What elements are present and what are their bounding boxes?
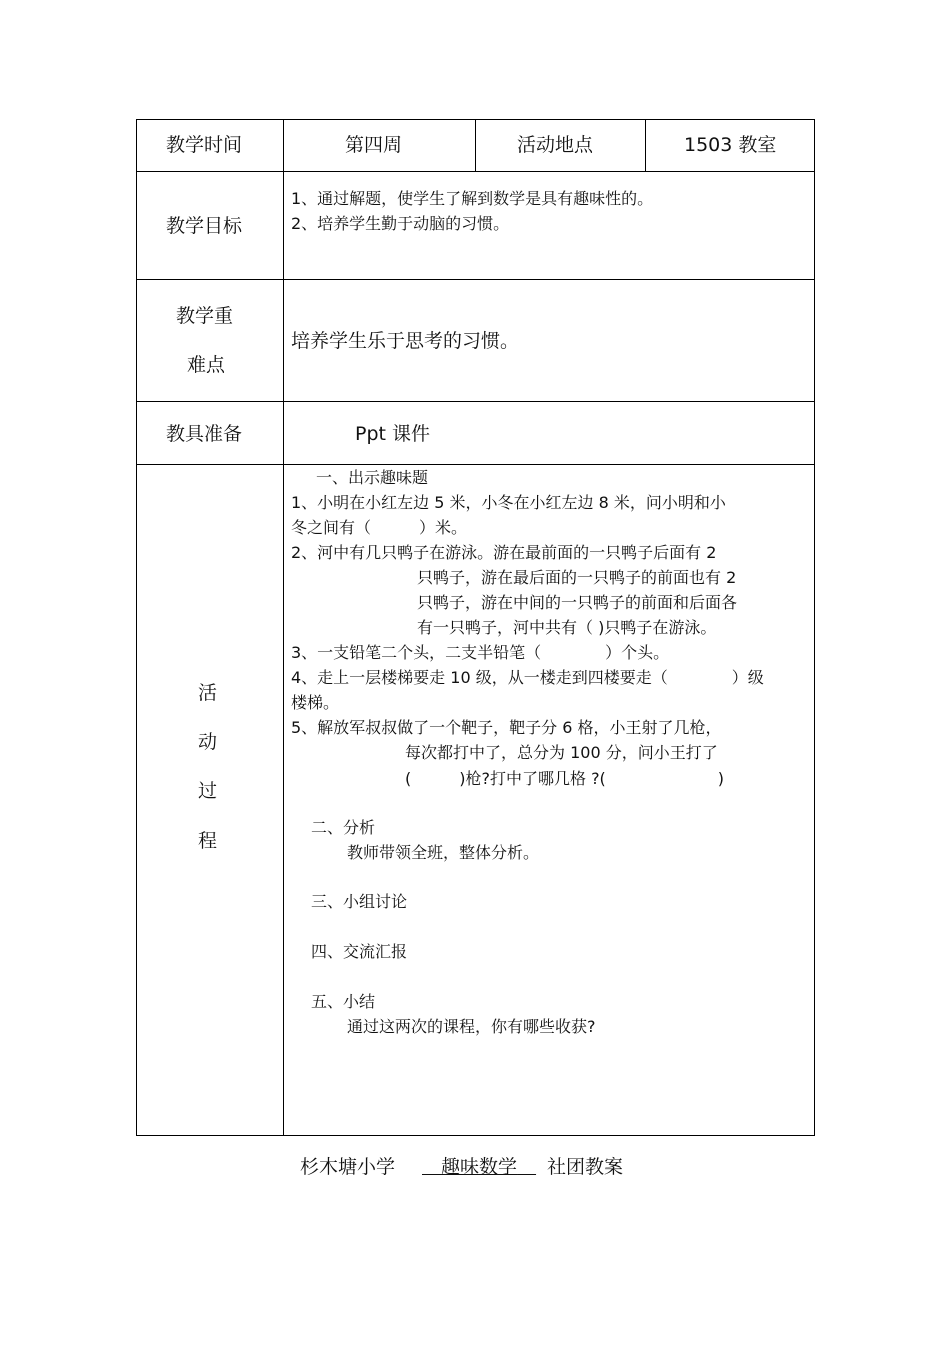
process-line: 三、小组讨论 bbox=[311, 892, 408, 911]
process-line: 3、一支铅笔二个头，二支半铅笔（ ）个头。 bbox=[291, 643, 670, 662]
teaching-time-value: 第四周 bbox=[345, 134, 403, 156]
label-key-difficulty-2: 难点 bbox=[187, 354, 226, 376]
process-line: 每次都打中了，总分为 100 分，问小王打了 bbox=[405, 743, 718, 762]
process-line: 楼梯。 bbox=[291, 693, 340, 712]
row-divider bbox=[137, 401, 814, 402]
label-process-char: 动 bbox=[198, 731, 218, 753]
label-process-char: 活 bbox=[198, 682, 218, 704]
footer-suffix: 社团教案 bbox=[547, 1156, 624, 1178]
process-line: 一、出示趣味题 bbox=[316, 468, 429, 487]
label-teaching-goals: 教学目标 bbox=[166, 215, 243, 237]
label-teaching-time: 教学时间 bbox=[166, 134, 243, 156]
row-divider bbox=[137, 171, 814, 172]
process-line: 四、交流汇报 bbox=[311, 942, 408, 961]
process-line: 4、走上一层楼梯要走 10 级，从一楼走到四楼要走（ ）级 bbox=[291, 668, 764, 687]
label-process-char: 程 bbox=[198, 830, 218, 852]
tools-content: Ppt 课件 bbox=[355, 423, 431, 445]
goal-item: 1、通过解题，使学生了解到数学是具有趣味性的。 bbox=[291, 189, 654, 208]
process-line: 教师带领全班，整体分析。 bbox=[347, 843, 540, 862]
activity-place-value: 1503 教室 bbox=[684, 134, 777, 156]
footer-school: 杉木塘小学 bbox=[300, 1156, 396, 1178]
process-line: 五、小结 bbox=[311, 992, 376, 1011]
col-divider bbox=[283, 120, 284, 1135]
process-line: 通过这两次的课程，你有哪些收获? bbox=[347, 1017, 596, 1036]
label-process-char: 过 bbox=[198, 780, 218, 802]
row-divider bbox=[137, 464, 814, 465]
process-line: 5、解放军叔叔做了一个靶子，靶子分 6 格，小王射了几枪， bbox=[291, 718, 722, 737]
label-key-difficulty-1: 教学重 bbox=[176, 305, 234, 327]
footer-club: 趣味数学 bbox=[441, 1156, 518, 1178]
row-divider bbox=[137, 279, 814, 280]
process-line: 二、分析 bbox=[311, 818, 376, 837]
process-line: 有一只鸭子，河中共有（ )只鸭子在游泳。 bbox=[417, 618, 717, 637]
process-line: ( )枪?打中了哪几格 ?( ) bbox=[405, 769, 725, 788]
goal-item: 2、培养学生勤于动脑的习惯。 bbox=[291, 214, 510, 233]
process-line: 2、河中有几只鸭子在游泳。游在最前面的一只鸭子后面有 2 bbox=[291, 543, 717, 562]
process-line: 冬之间有（ ）米。 bbox=[291, 518, 468, 537]
label-activity-place: 活动地点 bbox=[517, 134, 594, 156]
label-teaching-tools: 教具准备 bbox=[166, 423, 243, 445]
col-divider bbox=[645, 120, 646, 171]
process-line: 只鸭子，游在中间的一只鸭子的前面和后面各 bbox=[417, 593, 738, 612]
difficulty-content: 培养学生乐于思考的习惯。 bbox=[291, 330, 520, 352]
col-divider bbox=[475, 120, 476, 171]
process-line: 只鸭子，游在最后面的一只鸭子的前面也有 2 bbox=[417, 568, 737, 587]
process-line: 1、小明在小红左边 5 米，小冬在小红左边 8 米，问小明和小 bbox=[291, 493, 726, 512]
